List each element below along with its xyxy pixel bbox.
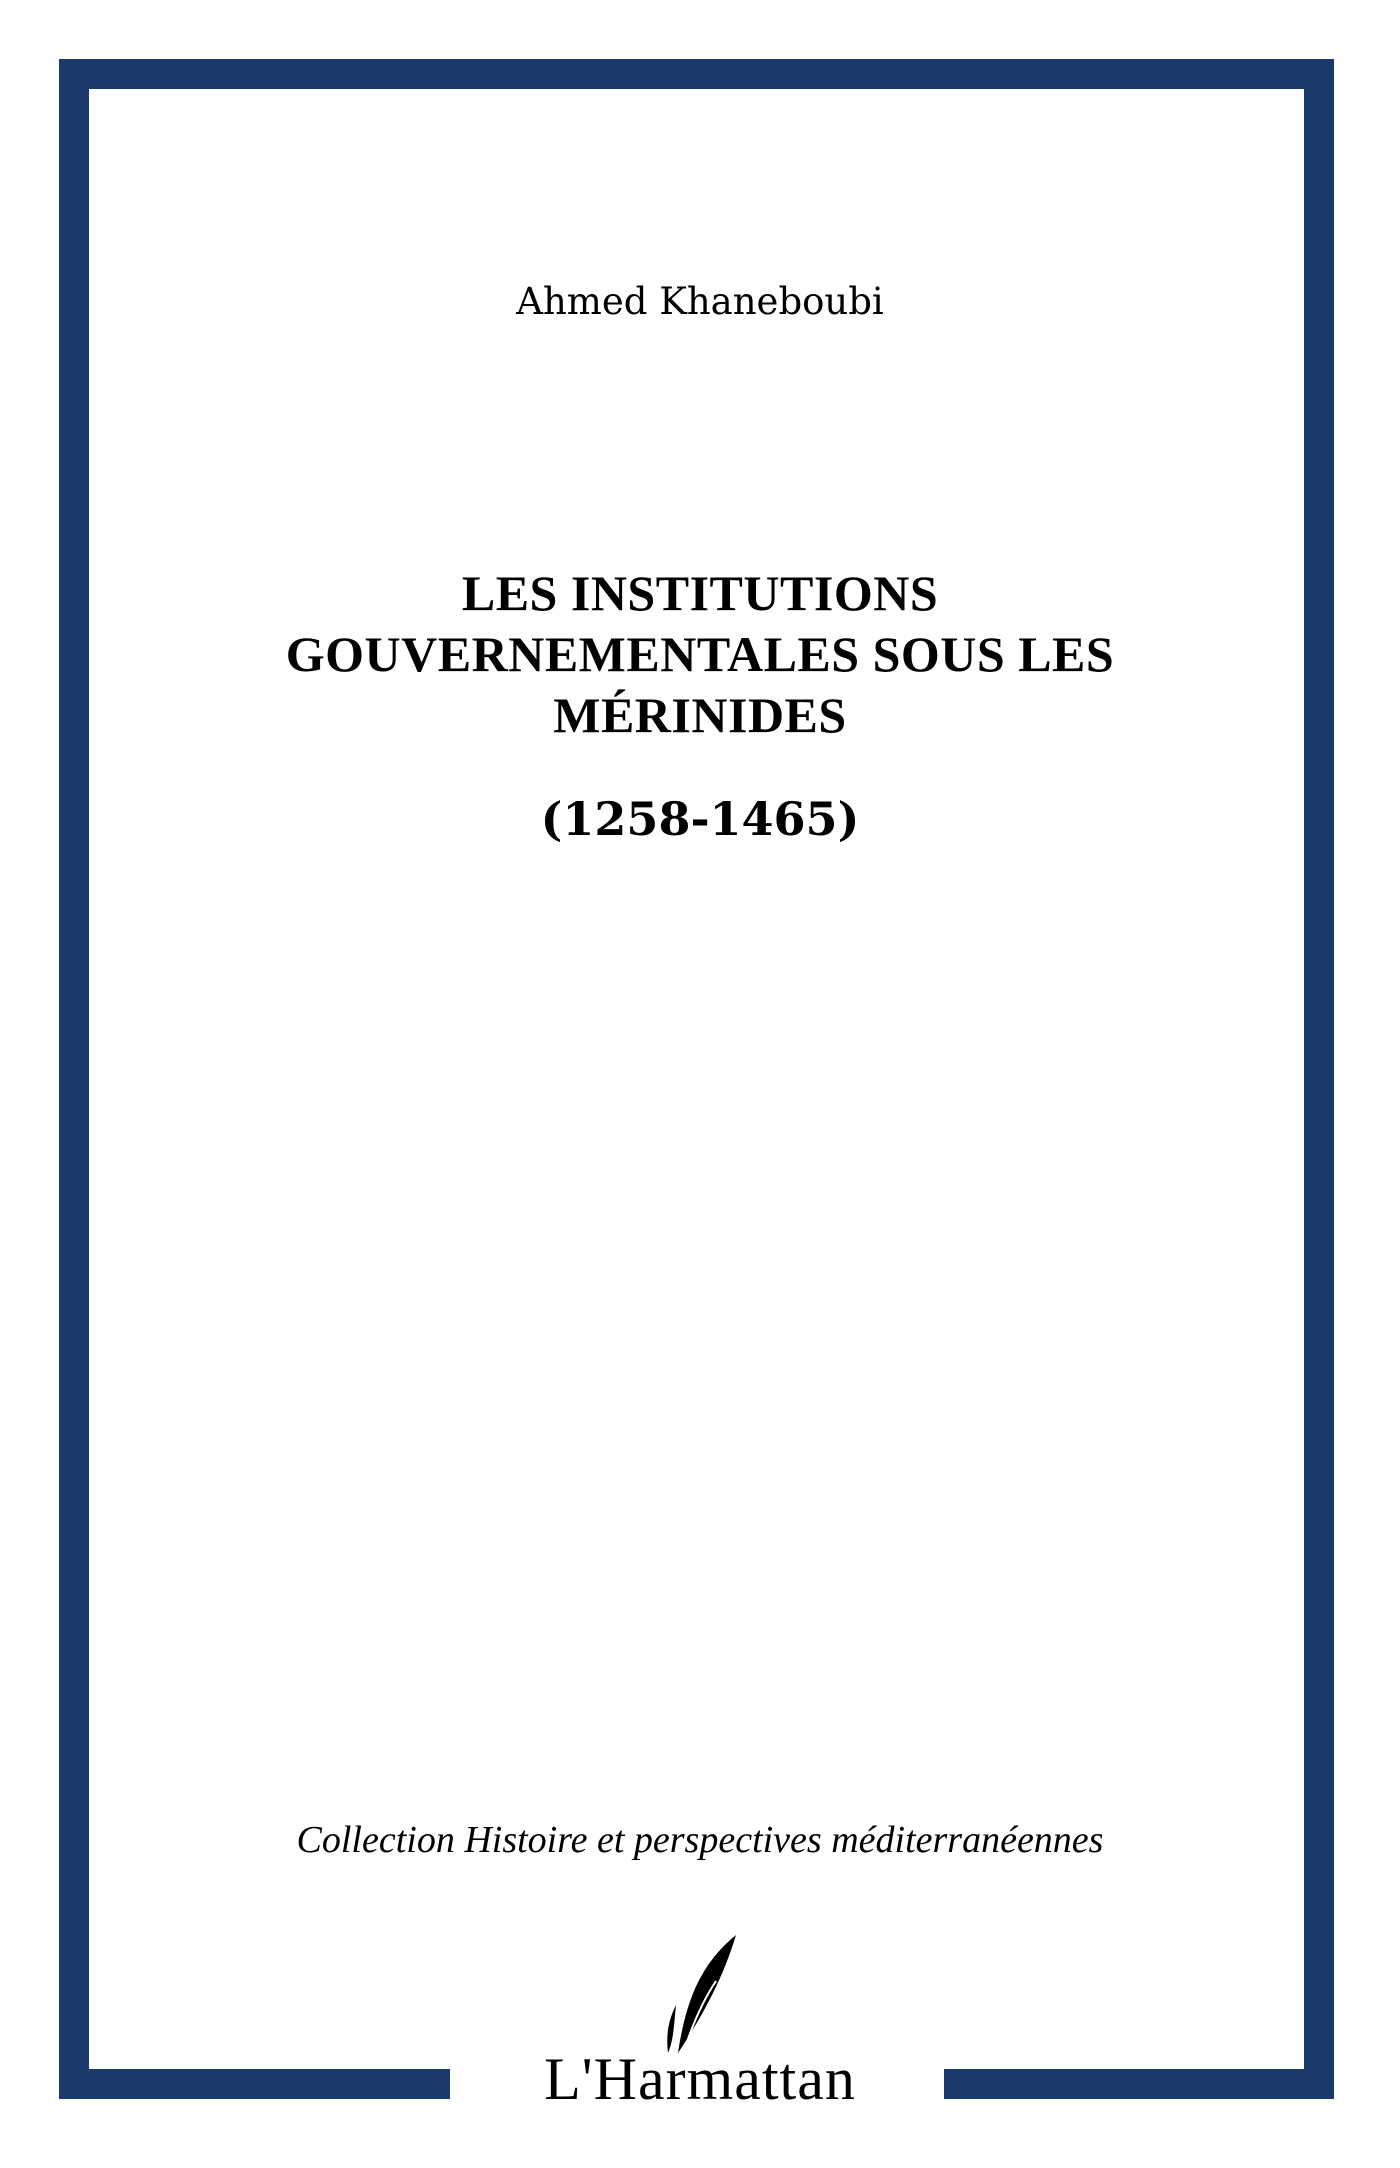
title-line-3: MÉRINIDES <box>553 687 847 743</box>
quill-feather-icon <box>490 1935 910 2055</box>
title-line-2: GOUVERNEMENTALES SOUS LES <box>285 626 1115 682</box>
collection-name: Collection Histoire et perspectives méditerranéennes <box>296 1819 1104 1861</box>
cover-frame <box>59 59 1334 2099</box>
book-title <box>200 563 1200 746</box>
publisher-logo <box>490 1935 910 2115</box>
date-range: (1258-1465) <box>540 792 860 846</box>
title-line-1: LES INSTITUTIONS <box>461 565 939 621</box>
author-name: Ahmed Khaneboubi <box>516 280 884 323</box>
publisher-name: L'Harmattan <box>544 2046 856 2112</box>
